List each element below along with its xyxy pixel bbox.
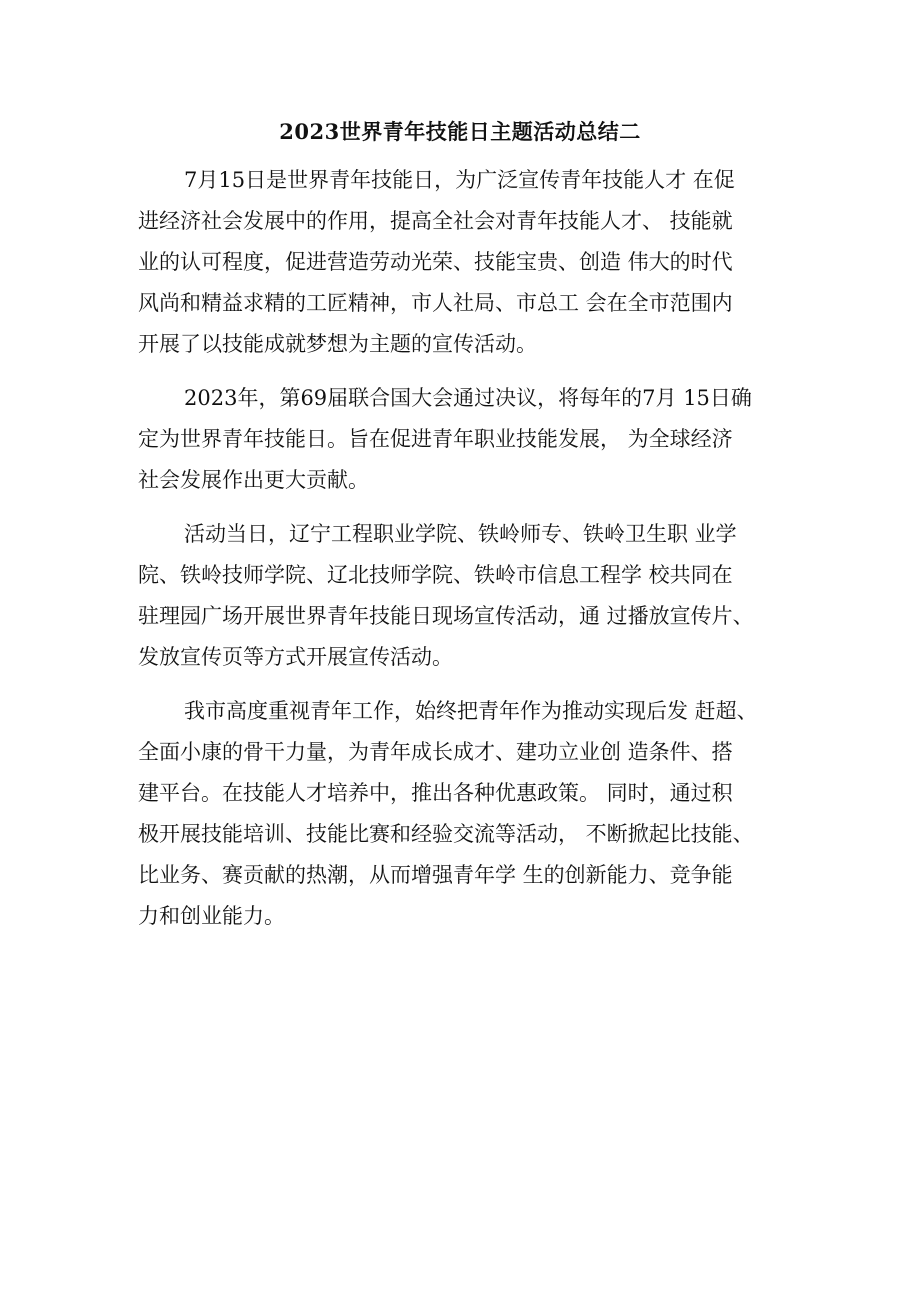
paragraph-youth-work bbox=[138, 691, 798, 937]
paragraph-line: 社会发展作出更大贡献。 bbox=[138, 468, 369, 492]
paragraph-line: 开展了以技能成就梦想为主题的宣传活动。 bbox=[138, 332, 537, 356]
paragraph-skills-day-intro bbox=[138, 160, 798, 365]
document-title: 2023世界青年技能日主题活动总结二 bbox=[279, 119, 641, 144]
paragraph-line: 风尚和精益求精的工匠精神，市人社局、市总工 会在全市范围内 bbox=[138, 291, 733, 315]
paragraph-line: 建平台。在技能人才培养中，推出各种优惠政策。 同时，通过积 bbox=[138, 781, 733, 805]
paragraph-line: 业的认可程度，促进营造劳动光荣、技能宝贵、创造 伟大的时代 bbox=[138, 250, 733, 274]
paragraph-line: 力和创业能力。 bbox=[138, 904, 285, 928]
paragraph-line: 2023年，第69届联合国大会通过决议，将每年的7月 15日确 bbox=[184, 386, 752, 410]
paragraph-line: 极开展技能培训、技能比赛和经验交流等活动， 不断掀起比技能、 bbox=[138, 822, 754, 846]
paragraph-line: 7月15日是世界青年技能日，为广泛宣传青年技能人才 在促 bbox=[184, 168, 735, 192]
paragraph-line: 院、铁岭技师学院、辽北技师学院、铁岭市信息工程学 校共同在 bbox=[138, 563, 733, 587]
paragraph-un-resolution bbox=[138, 378, 798, 501]
paragraph-line: 进经济社会发展中的作用，提高全社会对青年技能人才、 技能就 bbox=[138, 209, 733, 233]
paragraph-line: 我市高度重视青年工作，始终把青年作为推动实现后发 赶超、 bbox=[184, 699, 758, 723]
paragraph-line: 比业务、赛贡献的热潮，从而增强青年学 生的创新能力、竞争能 bbox=[138, 863, 733, 887]
paragraph-line: 发放宣传页等方式开展宣传活动。 bbox=[138, 645, 453, 669]
paragraph-event-day bbox=[138, 514, 798, 678]
paragraph-line: 驻理园广场开展世界青年技能日现场宣传活动，通 过播放宣传片、 bbox=[138, 604, 754, 628]
paragraph-line: 全面小康的骨干力量，为青年成长成才、建功立业创 造条件、搭 bbox=[138, 740, 733, 764]
document-body bbox=[138, 160, 798, 950]
paragraph-line: 活动当日，辽宁工程职业学院、铁岭师专、铁岭卫生职 业学 bbox=[184, 522, 737, 546]
paragraph-line: 定为世界青年技能日。旨在促进青年职业技能发展， 为全球经济 bbox=[138, 427, 733, 451]
